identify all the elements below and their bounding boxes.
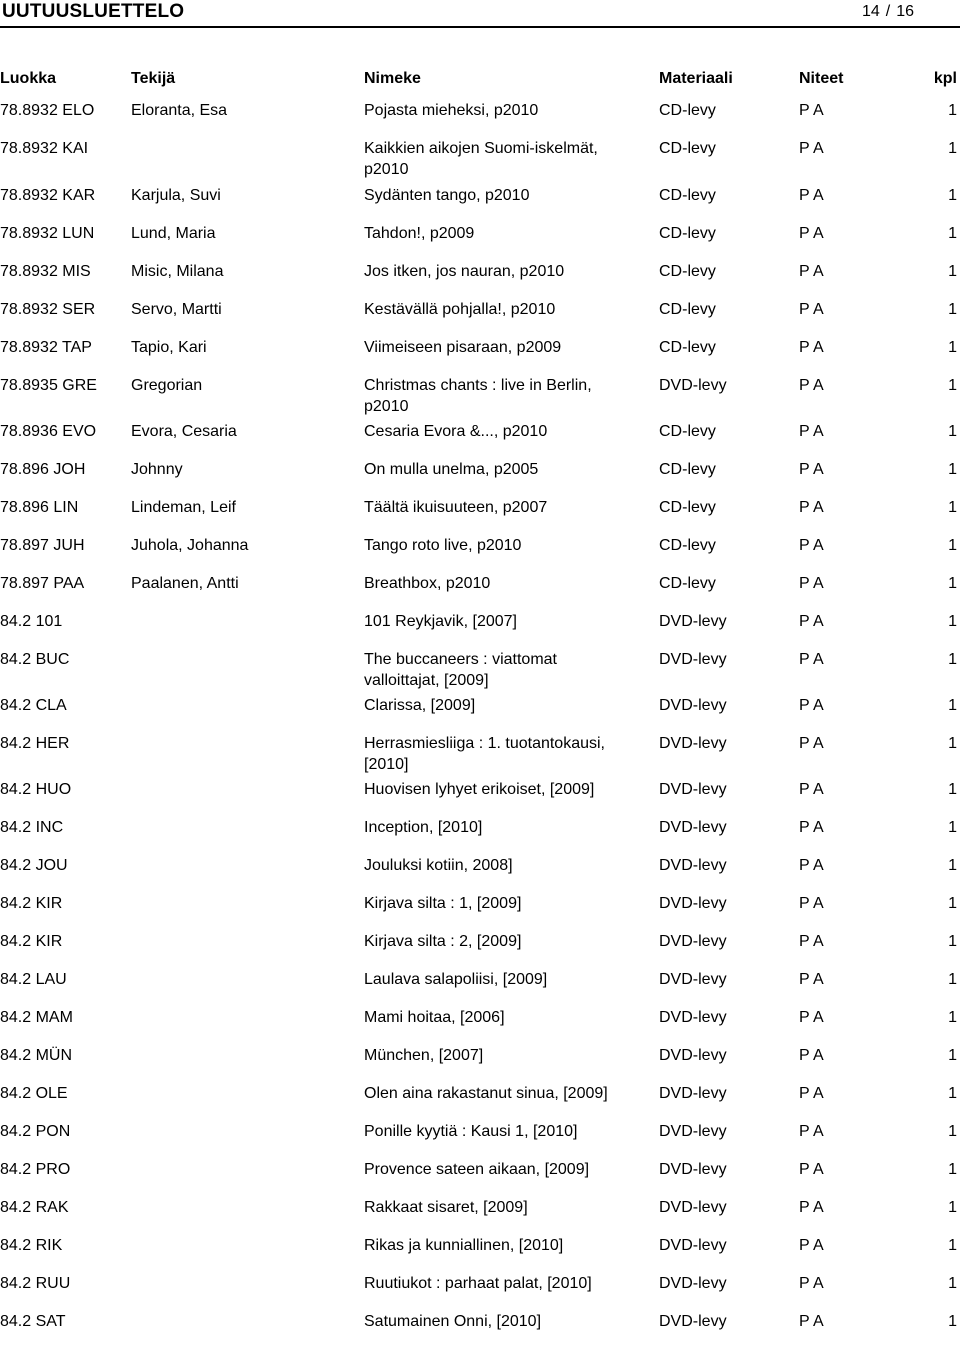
column-header-luokka: Luokka [0, 70, 57, 87]
cell-materiaali: DVD-levy [659, 895, 727, 912]
cell-luokka: 78.8935 GRE [0, 377, 97, 394]
cell-luokka: 84.2 KIR [0, 933, 63, 950]
cell-tekija: Paalanen, Antti [131, 575, 239, 592]
cell-materiaali: CD-levy [659, 499, 716, 516]
table-row [0, 1121, 960, 1159]
cell-niteet: P A [799, 819, 824, 836]
cell-luokka: 84.2 HER [0, 735, 70, 752]
page-current: 14 [861, 3, 880, 20]
table-row [0, 1235, 960, 1273]
cell-tekija: Gregorian [131, 377, 203, 394]
cell-niteet: P A [799, 499, 824, 516]
cell-luokka: 78.8932 KAI [0, 140, 89, 157]
cell-nimeke: Satumainen Onni, [2010] [364, 1313, 542, 1330]
cell-niteet: P A [799, 537, 824, 554]
page-separator: / [885, 3, 891, 20]
cell-materiaali: CD-levy [659, 140, 716, 157]
cell-kpl: 1 [948, 461, 957, 478]
cell-nimeke: Cesaria Evora &..., p2010 [364, 423, 548, 440]
cell-niteet: P A [799, 263, 824, 280]
cell-materiaali: DVD-levy [659, 971, 727, 988]
table-row [0, 337, 960, 375]
cell-luokka: 78.897 PAA [0, 575, 85, 592]
cell-luokka: 78.8936 EVO [0, 423, 97, 440]
cell-tekija: Servo, Martti [131, 301, 222, 318]
page-total: 16 [896, 3, 914, 20]
cell-kpl: 1 [948, 499, 957, 516]
cell-luokka: 84.2 HUO [0, 781, 72, 798]
cell-materiaali: DVD-levy [659, 377, 727, 394]
cell-niteet: P A [799, 187, 824, 204]
cell-luokka: 78.896 LIN [0, 499, 79, 516]
cell-tekija: Misic, Milana [131, 263, 224, 280]
cell-nimeke: Provence sateen aikaan, [2009] [364, 1161, 590, 1178]
cell-luokka: 84.2 LAU [0, 971, 67, 988]
cell-niteet: P A [799, 339, 824, 356]
table-row [0, 611, 960, 649]
cell-materiaali: DVD-levy [659, 1085, 727, 1102]
cell-niteet: P A [799, 140, 824, 157]
cell-nimeke: The buccaneers : viattomat valloittajat, [2009] [364, 651, 557, 689]
table-row [0, 100, 960, 138]
cell-kpl: 1 [948, 697, 957, 714]
table-row [0, 649, 960, 695]
cell-materiaali: DVD-levy [659, 1161, 727, 1178]
cell-nimeke: Kirjava silta : 1, [2009] [364, 895, 522, 912]
cell-materiaali: DVD-levy [659, 1275, 727, 1292]
cell-kpl: 1 [948, 1123, 957, 1140]
cell-luokka: 84.2 RIK [0, 1237, 63, 1254]
cell-nimeke: Huovisen lyhyet erikoiset, [2009] [364, 781, 595, 798]
cell-kpl: 1 [948, 613, 957, 630]
cell-nimeke: Täältä ikuisuuteen, p2007 [364, 499, 548, 516]
cell-kpl: 1 [948, 781, 957, 798]
cell-niteet: P A [799, 933, 824, 950]
cell-materiaali: CD-levy [659, 461, 716, 478]
table-row [0, 931, 960, 969]
cell-nimeke: Ponille kyytiä : Kausi 1, [2010] [364, 1123, 578, 1140]
table-row [0, 1311, 960, 1349]
cell-niteet: P A [799, 1161, 824, 1178]
cell-materiaali: DVD-levy [659, 1123, 727, 1140]
cell-nimeke: Olen aina rakastanut sinua, [2009] [364, 1085, 608, 1102]
cell-tekija: Evora, Cesaria [131, 423, 237, 440]
cell-nimeke: Tahdon!, p2009 [364, 225, 475, 242]
cell-luokka: 84.2 SAT [0, 1313, 66, 1330]
table-row [0, 817, 960, 855]
cell-kpl: 1 [948, 857, 957, 874]
cell-nimeke: Pojasta mieheksi, p2010 [364, 102, 539, 119]
table-row [0, 421, 960, 459]
cell-kpl: 1 [948, 1199, 957, 1216]
cell-tekija: Johnny [131, 461, 183, 478]
cell-luokka: 84.2 KIR [0, 895, 63, 912]
cell-materiaali: DVD-levy [659, 697, 727, 714]
cell-luokka: 84.2 PON [0, 1123, 71, 1140]
cell-kpl: 1 [948, 1275, 957, 1292]
cell-materiaali: DVD-levy [659, 735, 727, 752]
table-row [0, 969, 960, 1007]
cell-luokka: 84.2 CLA [0, 697, 67, 714]
table-row [0, 779, 960, 817]
table-row [0, 893, 960, 931]
cell-nimeke: Rakkaat sisaret, [2009] [364, 1199, 528, 1216]
cell-kpl: 1 [948, 933, 957, 950]
cell-luokka: 84.2 INC [0, 819, 64, 836]
table-row [0, 695, 960, 733]
cell-kpl: 1 [948, 819, 957, 836]
table-row [0, 573, 960, 611]
cell-materiaali: CD-levy [659, 187, 716, 204]
cell-luokka: 84.2 RUU [0, 1275, 71, 1292]
cell-luokka: 78.8932 LUN [0, 225, 95, 242]
cell-materiaali: CD-levy [659, 225, 716, 242]
cell-kpl: 1 [948, 1237, 957, 1254]
page-title: UUTUUSLUETTELO [2, 1, 185, 22]
cell-materiaali: CD-levy [659, 537, 716, 554]
cell-materiaali: DVD-levy [659, 1047, 727, 1064]
cell-niteet: P A [799, 1199, 824, 1216]
cell-nimeke: Kestävällä pohjalla!, p2010 [364, 301, 556, 318]
cell-luokka: 84.2 JOU [0, 857, 68, 874]
cell-kpl: 1 [948, 339, 957, 356]
cell-luokka: 78.8932 KAR [0, 187, 96, 204]
cell-niteet: P A [799, 102, 824, 119]
cell-niteet: P A [799, 1009, 824, 1026]
column-header-materiaali: Materiaali [659, 70, 733, 87]
cell-luokka: 78.8932 TAP [0, 339, 92, 356]
cell-niteet: P A [799, 1237, 824, 1254]
cell-niteet: P A [799, 575, 824, 592]
cell-luokka: 78.896 JOH [0, 461, 86, 478]
cell-nimeke: Jos itken, jos nauran, p2010 [364, 263, 565, 280]
table-row [0, 1045, 960, 1083]
cell-tekija: Karjula, Suvi [131, 187, 221, 204]
cell-materiaali: DVD-levy [659, 613, 727, 630]
cell-nimeke: 101 Reykjavik, [2007] [364, 613, 517, 630]
table-row [0, 733, 960, 779]
column-header-kpl: kpl [933, 70, 957, 87]
cell-kpl: 1 [948, 971, 957, 988]
cell-niteet: P A [799, 857, 824, 874]
cell-kpl: 1 [948, 1047, 957, 1064]
cell-niteet: P A [799, 1123, 824, 1140]
table-header [0, 68, 960, 90]
cell-nimeke: Tango roto live, p2010 [364, 537, 522, 554]
cell-tekija: Tapio, Kari [131, 339, 207, 356]
cell-luokka: 84.2 PRO [0, 1161, 71, 1178]
cell-kpl: 1 [948, 575, 957, 592]
cell-niteet: P A [799, 613, 824, 630]
cell-kpl: 1 [948, 537, 957, 554]
cell-luokka: 84.2 RAK [0, 1199, 69, 1216]
cell-kpl: 1 [948, 1009, 957, 1026]
cell-tekija: Juhola, Johanna [131, 537, 249, 554]
column-header-nimeke: Nimeke [364, 70, 421, 87]
cell-materiaali: CD-levy [659, 423, 716, 440]
cell-luokka: 84.2 101 [0, 613, 63, 630]
cell-niteet: P A [799, 225, 824, 242]
cell-niteet: P A [799, 1313, 824, 1330]
table-row [0, 1273, 960, 1311]
cell-niteet: P A [799, 301, 824, 318]
cell-niteet: P A [799, 1275, 824, 1292]
cell-luokka: 84.2 MAM [0, 1009, 73, 1026]
cell-materiaali: DVD-levy [659, 1009, 727, 1026]
cell-niteet: P A [799, 423, 824, 440]
column-header-niteet: Niteet [799, 70, 844, 87]
cell-materiaali: DVD-levy [659, 933, 727, 950]
cell-kpl: 1 [948, 1161, 957, 1178]
cell-nimeke: On mulla unelma, p2005 [364, 461, 539, 478]
cell-materiaali: DVD-levy [659, 857, 727, 874]
column-header-tekija: Tekijä [131, 70, 176, 87]
cell-kpl: 1 [948, 423, 957, 440]
cell-nimeke: Breathbox, p2010 [364, 575, 491, 592]
cell-niteet: P A [799, 651, 824, 668]
cell-niteet: P A [799, 1085, 824, 1102]
cell-kpl: 1 [948, 651, 957, 668]
cell-nimeke: Jouluksi kotiin, 2008] [364, 857, 513, 874]
cell-niteet: P A [799, 461, 824, 478]
cell-tekija: Eloranta, Esa [131, 102, 228, 119]
cell-kpl: 1 [948, 735, 957, 752]
table-row [0, 535, 960, 573]
page-number [862, 0, 914, 24]
cell-kpl: 1 [948, 1085, 957, 1102]
cell-nimeke: Inception, [2010] [364, 819, 483, 836]
cell-kpl: 1 [948, 895, 957, 912]
cell-niteet: P A [799, 735, 824, 752]
cell-materiaali: CD-levy [659, 575, 716, 592]
catalog-table-body [0, 100, 960, 1349]
cell-nimeke: Christmas chants : live in Berlin, p2010 [364, 377, 592, 415]
cell-materiaali: CD-levy [659, 102, 716, 119]
table-row [0, 1159, 960, 1197]
cell-luokka: 84.2 BUC [0, 651, 70, 668]
cell-nimeke: Sydänten tango, p2010 [364, 187, 530, 204]
cell-nimeke: Mami hoitaa, [2006] [364, 1009, 505, 1026]
cell-materiaali: DVD-levy [659, 781, 727, 798]
cell-materiaali: DVD-levy [659, 1237, 727, 1254]
cell-luokka: 78.8932 SER [0, 301, 96, 318]
cell-tekija: Lindeman, Leif [131, 499, 236, 516]
cell-luokka: 78.8932 MIS [0, 263, 91, 280]
cell-nimeke: Kirjava silta : 2, [2009] [364, 933, 522, 950]
cell-nimeke: München, [2007] [364, 1047, 484, 1064]
cell-nimeke: Kaikkien aikojen Suomi-iskelmät, p2010 [364, 140, 598, 178]
cell-kpl: 1 [948, 187, 957, 204]
cell-materiaali: DVD-levy [659, 819, 727, 836]
cell-niteet: P A [799, 1047, 824, 1064]
cell-kpl: 1 [948, 301, 957, 318]
table-row [0, 299, 960, 337]
cell-kpl: 1 [948, 225, 957, 242]
cell-luokka: 78.897 JUH [0, 537, 85, 554]
cell-materiaali: DVD-levy [659, 651, 727, 668]
cell-nimeke: Laulava salapoliisi, [2009] [364, 971, 548, 988]
cell-niteet: P A [799, 781, 824, 798]
cell-kpl: 1 [948, 263, 957, 280]
table-row [0, 855, 960, 893]
cell-niteet: P A [799, 697, 824, 714]
table-row [0, 1007, 960, 1045]
table-row [0, 223, 960, 261]
cell-nimeke: Rikas ja kunniallinen, [2010] [364, 1237, 564, 1254]
table-row [0, 1197, 960, 1235]
cell-materiaali: CD-levy [659, 301, 716, 318]
cell-kpl: 1 [948, 377, 957, 394]
table-row [0, 497, 960, 535]
cell-materiaali: CD-levy [659, 339, 716, 356]
cell-luokka: 78.8932 ELO [0, 102, 95, 119]
cell-materiaali: CD-levy [659, 263, 716, 280]
cell-materiaali: DVD-levy [659, 1199, 727, 1216]
table-row [0, 375, 960, 421]
cell-kpl: 1 [948, 1313, 957, 1330]
cell-luokka: 84.2 MÜN [0, 1047, 73, 1064]
cell-materiaali: DVD-levy [659, 1313, 727, 1330]
cell-nimeke: Viimeiseen pisaraan, p2009 [364, 339, 562, 356]
cell-niteet: P A [799, 377, 824, 394]
cell-nimeke: Clarissa, [2009] [364, 697, 476, 714]
cell-nimeke: Herrasmiesliiga : 1. tuotantokausi, [2010] [364, 735, 605, 773]
table-row [0, 138, 960, 185]
cell-luokka: 84.2 OLE [0, 1085, 68, 1102]
table-row [0, 459, 960, 497]
cell-nimeke: Ruutiukot : parhaat palat, [2010] [364, 1275, 592, 1292]
table-row [0, 185, 960, 223]
cell-niteet: P A [799, 971, 824, 988]
cell-tekija: Lund, Maria [131, 225, 216, 242]
cell-kpl: 1 [948, 140, 957, 157]
cell-niteet: P A [799, 895, 824, 912]
header-rule [0, 26, 960, 28]
cell-kpl: 1 [948, 102, 957, 119]
table-row [0, 1083, 960, 1121]
table-row [0, 261, 960, 299]
